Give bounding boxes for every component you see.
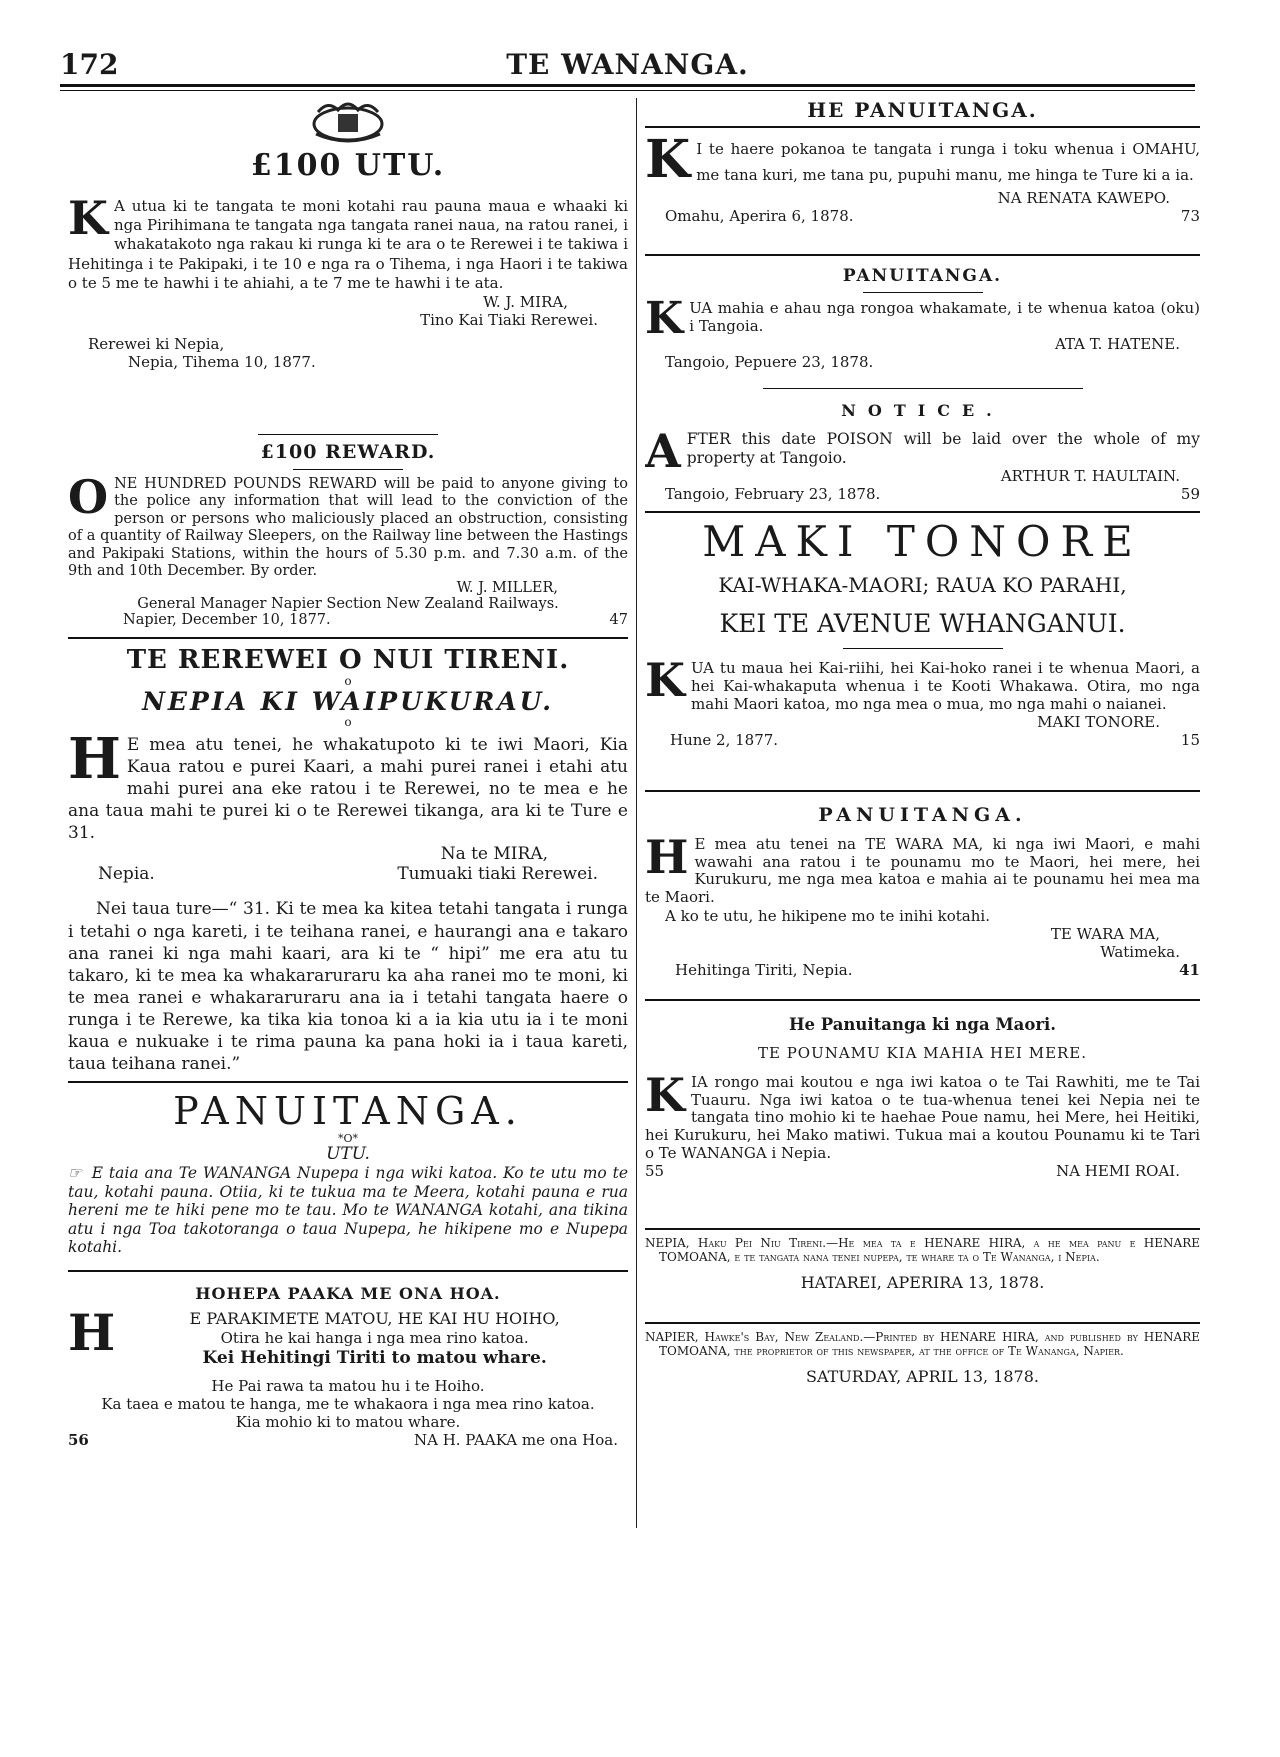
hohepa-line3: Kei Hehitingi Tiriti to matou whare. [202, 1347, 547, 1368]
tangoio-sig: ATA T. HATENE. [1054, 335, 1180, 353]
hohepa-line1: E PARAKIMETE MATOU, HE KAI HU HOIHO, [189, 1309, 560, 1328]
maki-tonore-ad [645, 519, 1200, 784]
reward-maori-date: Nepia, Tihema 10, 1877. [128, 352, 316, 371]
separator [293, 469, 403, 470]
separator [763, 388, 1083, 389]
page-number: 172 [60, 48, 119, 81]
reward-english-title-line: General Manager Napier Section New Zealand Railways. [137, 596, 559, 613]
imprint-maori-date: HATAREI, APERIRA 13, 1878. [800, 1272, 1045, 1292]
reward-maori-sig1: W. J. MIRA, [483, 292, 568, 311]
notice-title: NOTICE. [841, 401, 1004, 420]
separator [843, 648, 1003, 649]
drop-cap: H [645, 830, 689, 884]
wara-sig1: TE WARA MA, [1050, 924, 1160, 943]
reward-english-title: £100 REWARD. [260, 441, 436, 463]
omahu-number: 73 [1180, 206, 1200, 225]
separator [645, 1322, 1200, 1324]
railway-place: Nepia. [98, 864, 155, 885]
maki-text: UA tu maua hei Kai-riihi, hei Kai-hoko ranei i te whenua Maori, a hei Kai-whakaputa whenua i te Kooti Whakawa. Otira, mo nga mahi Maori katoa, mo nga mea o mua, mo nga mahi o naianei. [690, 659, 1200, 714]
reward-english-text: NE HUNDRED POUNDS REWARD will be paid to anyone giving to the police any information that will lead to the conviction of the person or persons who maliciously placed an obstruction, consisting of a quantity of Railway Sleepers, on the Railway line between the Hastings and Pakipaki Stations, within the hours of 5.30 p.m. and 7.30 a.m. of the 9th and 10th December. By order. [68, 476, 628, 579]
maki-sub1: KAI-WHAKA-MAORI; RAUA KO PARAHI, [718, 573, 1127, 598]
omahu-date: Omahu, Aperira 6, 1878. [665, 206, 854, 225]
poison-notice [645, 395, 1200, 505]
header-rule-thin [60, 90, 1195, 91]
imprint-maori [645, 1236, 1200, 1316]
notice-text: FTER this date POISON will be laid over the whole of my property at Tangoio. [686, 430, 1200, 467]
wara-sig2: Watimeka. [1100, 942, 1180, 961]
pointing-hand-icon: ☞ [68, 1164, 82, 1182]
imprint-english [645, 1330, 1200, 1410]
imprint-english-text: NAPIER, Hawke's Bay, New Zealand.—Printed by HENARE HIRA, and published by HENARE TOMOANA, the proprietor of this newspaper, at the office of Te Wananga, Napier. [645, 1330, 1200, 1359]
wara-ma-notice [645, 798, 1200, 993]
pounamu-sig: NA HEMI ROAI. [1056, 1162, 1180, 1181]
omahu-sig: NA RENATA KAWEPO. [997, 188, 1170, 207]
separator [68, 1270, 628, 1272]
panuitanga-title: PANUITANGA. [173, 1089, 523, 1133]
railway-title: TE REREWEI O NUI TIRENI. [126, 645, 570, 675]
hohepa-line4: He Pai rawa ta matou hu i te Hoiho. [211, 1377, 485, 1395]
ornament: *O* [337, 1132, 359, 1145]
tangoio-notice [645, 262, 1200, 382]
separator [645, 790, 1200, 792]
drop-cap: H [68, 1303, 116, 1362]
wara-number: 41 [1179, 960, 1200, 979]
separator [645, 511, 1200, 513]
pounamu-number: 55 [645, 1162, 665, 1181]
reward-maori-text: A utua ki te tangata te moni kotahi rau pauna maua e whaaki ki nga Pirihimana te tangata nga tangata ranei naua, na ratou ranei, i whakatakoto nga rakau ki runga ki te ara o te Rerewei i te takiwa i Hehitinga i te Pakipaki, i te 10 e nga ra o Tihema, i nga Haori i te takiwa o te 5 me te hawhi i te ahiahi, a te 7 me te hawhi i te ata. [68, 197, 628, 292]
railway-subtitle: NEPIA KI WAIPUKURAU. [142, 687, 554, 716]
maki-date: Hune 2, 1877. [670, 731, 779, 750]
separator [68, 637, 628, 639]
reward-maori-notice [68, 98, 628, 428]
reward-english-date: Napier, December 10, 1877. [123, 612, 331, 629]
drop-cap: H [68, 726, 121, 792]
ornament: o [344, 715, 352, 729]
reward-english-number: 47 [609, 612, 628, 629]
railway-sig: Na te MIRA, [440, 844, 548, 865]
omahu-notice [645, 98, 1200, 248]
hohepa-ad [68, 1278, 628, 1488]
panuitanga-subscription [68, 1089, 628, 1264]
panuitanga-subtitle: UTU. [326, 1144, 370, 1164]
drop-cap: K [645, 1068, 685, 1122]
notice-sig: ARTHUR T. HAULTAIN. [1000, 467, 1180, 486]
railway-notice [68, 645, 628, 1075]
tangoio-text: UA mahia e ahau nga rongoa whakamate, i te whenua katoa (oku) i Tangoia. [689, 299, 1200, 335]
pounamu-title: He Panuitanga ki nga Maori. [788, 1015, 1057, 1034]
railway-text: E mea atu tenei, he whakatupoto ki te iwi Maori, Kia Kaua ratou e purei Kaari, a mahi purei ranei i etahi atu mahi purei ana eke ratou i te Rerewei, no te mea e he ana taua mahi te purei ki o te Rerewei tikanga, ara ki te Ture e 31. [68, 735, 628, 844]
drop-cap: K [645, 653, 685, 708]
reward-maori-place: Rerewei ki Nepia, [88, 334, 225, 353]
wara-text2: A ko te utu, he hikipene mo te inihi kotahi. [665, 906, 990, 925]
hohepa-line2: Otira he kai hanga i nga mea rino katoa. [220, 1329, 529, 1347]
separator [68, 1081, 628, 1083]
maki-sub2: KEI TE AVENUE WHANGANUI. [719, 609, 1126, 639]
railway-law-text: Nei taua ture—“ 31. Ki te mea ka kitea tetahi tangata i runga i tetahi o nga kareti, i te teihana ranei, e haurangi ana e takaro ana ranei ki nga mahi kaari, ara ki te “ hipi” me era atu tu takaro, ki te mea ka whakararuraru ka aha ranei mo te moni, ki te mea ranei e whakararuraru ana ia i tetahi tangata haere o runga i te Rerewe, ka tika kia tonoa ki a ia kia utu ia i te moni kaua e nukuake i te rima pauna ka pana hoki ia i taua kareti, taua teihana ranei.” [68, 899, 628, 1075]
drop-cap: K [645, 293, 684, 344]
separator [645, 254, 1200, 256]
drop-cap: K [68, 191, 108, 245]
maki-number: 15 [1180, 731, 1200, 750]
drop-cap: O [68, 470, 109, 524]
maki-title: MAKI TONORE [702, 519, 1143, 566]
notice-number: 59 [1180, 485, 1200, 504]
reward-english-notice [68, 441, 628, 631]
reward-maori-title: £100 UTU. [250, 148, 446, 183]
left-column [68, 98, 628, 1488]
pounamu-subtitle: TE POUNAMU KIA MAHIA HEI MERE. [757, 1044, 1088, 1062]
omahu-title: HE PANUITANGA. [807, 98, 1038, 122]
maki-sig: MAKI TONORE. [1037, 713, 1160, 732]
separator [645, 1228, 1200, 1230]
ornament: o [344, 674, 352, 688]
pounamu-text: IA rongo mai koutou e nga iwi katoa o te Tai Rawhiti, me te Tai Tuauru. Nga iwi katoa o te tua-whenua tenei kei Nepia nei te tangata tino mohio ki te haehae Poue namu, hei Mere, hei Heitiki, hei Kurukuru, hei Mako matiwi. Tukua mai a koutou Pounamu ki te Tari o Te WANANGA i Nepia. [645, 1073, 1200, 1162]
separator [645, 126, 1200, 128]
right-column [645, 98, 1200, 1410]
wara-title: PANUITANGA. [818, 804, 1027, 826]
railway-sig-title: Tumuaki tiaki Rerewei. [397, 864, 598, 885]
imprint-maori-text: NEPIA, Haku Pei Niu Tireni.—He mea ta e HENARE HIRA, a he mea panu e HENARE TOMOANA, e te tangata nana tenei nupepa, te whare ta o Te Wananga, i Nepia. [645, 1236, 1200, 1265]
hohepa-line6: Kia mohio ki to matou whare. [235, 1413, 461, 1431]
hohepa-number: 56 [68, 1431, 89, 1449]
masthead: TE WANANGA. [506, 48, 749, 81]
wara-text: E mea atu tenei na TE WARA MA, ki nga iwi Maori, e mahi wawahi ana ratou i te pounamu mo te Maori, hei mere, hei Kurukuru, me nga mea katoa e mahia ai te pounamu hei mea ma te Maori. [645, 835, 1200, 907]
drop-cap: A [645, 424, 681, 478]
hohepa-title: HOHEPA PAAKA ME ONA HOA. [195, 1284, 501, 1303]
tangoio-title: PANUITANGA. [842, 266, 1003, 286]
header-rule [60, 84, 1195, 87]
separator [258, 434, 438, 435]
reward-english-sig: W. J. MILLER, [456, 580, 558, 597]
page-header [60, 40, 1195, 80]
hohepa-sig: NA H. PAAKA me ona Hoa. [413, 1431, 618, 1449]
panuitanga-text: E taia ana Te WANANGA Nupepa i nga wiki katoa. Ko te utu mo te tau, kotahi pauna. Otiia, ki te tukua ma te Meera, kotahi pauna e rua hereni me te hiki pene mo te tau. Mo te WANANGA kotahi, ana tikina atu i nga Toa takotoranga o taua Nupepa, he hikipene mo e Nupepa kotahi. [68, 1164, 628, 1257]
notice-date: Tangoio, February 23, 1878. [665, 485, 881, 504]
imprint-english-date: SATURDAY, APRIL 13, 1878. [806, 1366, 1039, 1386]
tangoio-date: Tangoio, Pepuere 23, 1878. [665, 353, 874, 371]
royal-crest-icon [308, 98, 388, 144]
omahu-text: I te haere pokanoa te tangata i runga i toku whenua i OMAHU, me tana kuri, me tana pu, pupuhi manu, me hinga te Ture ki a ia. [696, 140, 1200, 185]
drop-cap: K [645, 129, 691, 190]
column-divider [636, 98, 637, 1528]
separator [863, 292, 983, 293]
hohepa-line5: Ka taea e matou te hanga, me te whakaora i nga mea rino katoa. [101, 1395, 595, 1413]
pounamu-notice [645, 1007, 1200, 1222]
reward-maori-sig2: Tino Kai Tiaki Rerewei. [420, 310, 598, 329]
separator [645, 999, 1200, 1001]
wara-date: Hehitinga Tiriti, Nepia. [675, 960, 853, 979]
